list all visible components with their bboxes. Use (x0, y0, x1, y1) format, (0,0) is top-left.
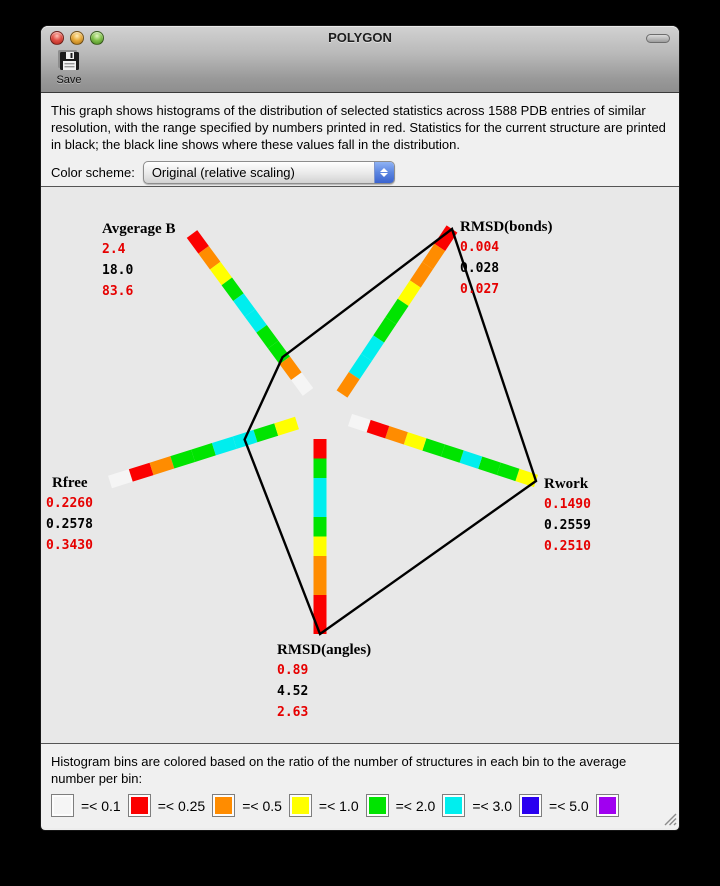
axis-value: 0.2559 (544, 518, 591, 533)
toolbar-toggle-button[interactable] (646, 34, 670, 43)
axis-value: 0.2578 (46, 517, 93, 532)
bin-label: =< 5.0 (549, 797, 589, 814)
polygon-window (40, 25, 680, 831)
axis-label-rwork (544, 475, 591, 557)
axis-label-rmsd-angles (277, 641, 371, 723)
legend-bin (212, 794, 289, 817)
bin-swatch-cyan (442, 794, 465, 817)
axis-title: RMSD(angles) (277, 642, 372, 658)
bin-swatch-orange (212, 794, 235, 817)
save-button-label: Save (56, 74, 82, 86)
toolbar (41, 48, 679, 92)
axis-max: 0.3430 (46, 538, 93, 553)
bin-label: =< 2.0 (395, 797, 436, 814)
axis-min: 0.2260 (46, 496, 93, 511)
bin-swatch-purple (596, 794, 619, 817)
legend-bin (128, 794, 213, 817)
legend-bin (289, 794, 366, 817)
color-scheme-label: Color scheme: (51, 165, 135, 180)
window-chrome (41, 26, 679, 93)
bin-swatch-blue (519, 794, 542, 817)
color-scheme-select[interactable] (143, 161, 395, 184)
legend-bin (51, 794, 128, 817)
legend-bins-row (51, 794, 669, 817)
axis-min: 0.1490 (544, 497, 591, 512)
axis-max: 2.63 (277, 705, 309, 720)
legend-bin (366, 794, 443, 817)
window-title: POLYGON (328, 30, 392, 45)
axis-max: 0.2510 (544, 539, 591, 554)
bin-label: =< 0.5 (242, 797, 282, 814)
axis-max: 0.027 (460, 282, 500, 297)
bin-swatch-yellow (289, 794, 312, 817)
axis-value: 18.0 (102, 263, 134, 278)
bin-label: =< 0.1 (81, 797, 121, 814)
description-panel (41, 93, 679, 187)
bin-swatch-red (128, 794, 151, 817)
axis-value: 0.028 (460, 261, 500, 276)
axis-label-rmsd-bonds (460, 218, 553, 300)
plot-panel (41, 187, 679, 744)
axis-title: Rwork (544, 476, 589, 492)
color-scheme-selected-value: Original (relative scaling) (151, 165, 295, 180)
bin-label: =< 0.25 (157, 797, 206, 814)
bin-swatch-white (51, 794, 74, 817)
titlebar[interactable] (41, 26, 679, 48)
axis-title: Avgerage B (102, 221, 176, 237)
legend-bin (519, 794, 596, 817)
axis-min: 2.4 (102, 242, 126, 257)
popup-stepper-icon (374, 162, 394, 183)
bin-label: =< 1.0 (318, 797, 359, 814)
save-button[interactable] (49, 48, 89, 86)
legend-bin (442, 794, 519, 817)
axis-max: 83.6 (102, 284, 134, 299)
axis-title: Rfree (52, 475, 88, 491)
color-scheme-row (51, 161, 669, 184)
resize-grip[interactable] (662, 811, 677, 826)
legend-bin (596, 794, 619, 817)
bin-swatch-green (366, 794, 389, 817)
legend-panel (41, 744, 679, 828)
axis-min: 0.89 (277, 663, 309, 678)
axis-value: 4.52 (277, 684, 309, 699)
description-text: This graph shows histograms of the distribution of selected statistics across 1588 PDB entries of similar resolution, with the range specified by numbers printed in red. Statistics for the current structure are printed in black; the black line shows where these values fall in the distribution. (51, 103, 666, 152)
legend-text: Histogram bins are colored based on the ratio of the number of structures in each bin to the average number per bin: (51, 754, 627, 786)
bin-label: =< 3.0 (472, 797, 513, 814)
save-floppy-icon (56, 48, 82, 74)
axis-title: RMSD(bonds) (460, 219, 553, 235)
axis-min: 0.004 (460, 240, 500, 255)
axis-label-average-b (102, 220, 175, 302)
axis-label-rfree (46, 474, 93, 556)
